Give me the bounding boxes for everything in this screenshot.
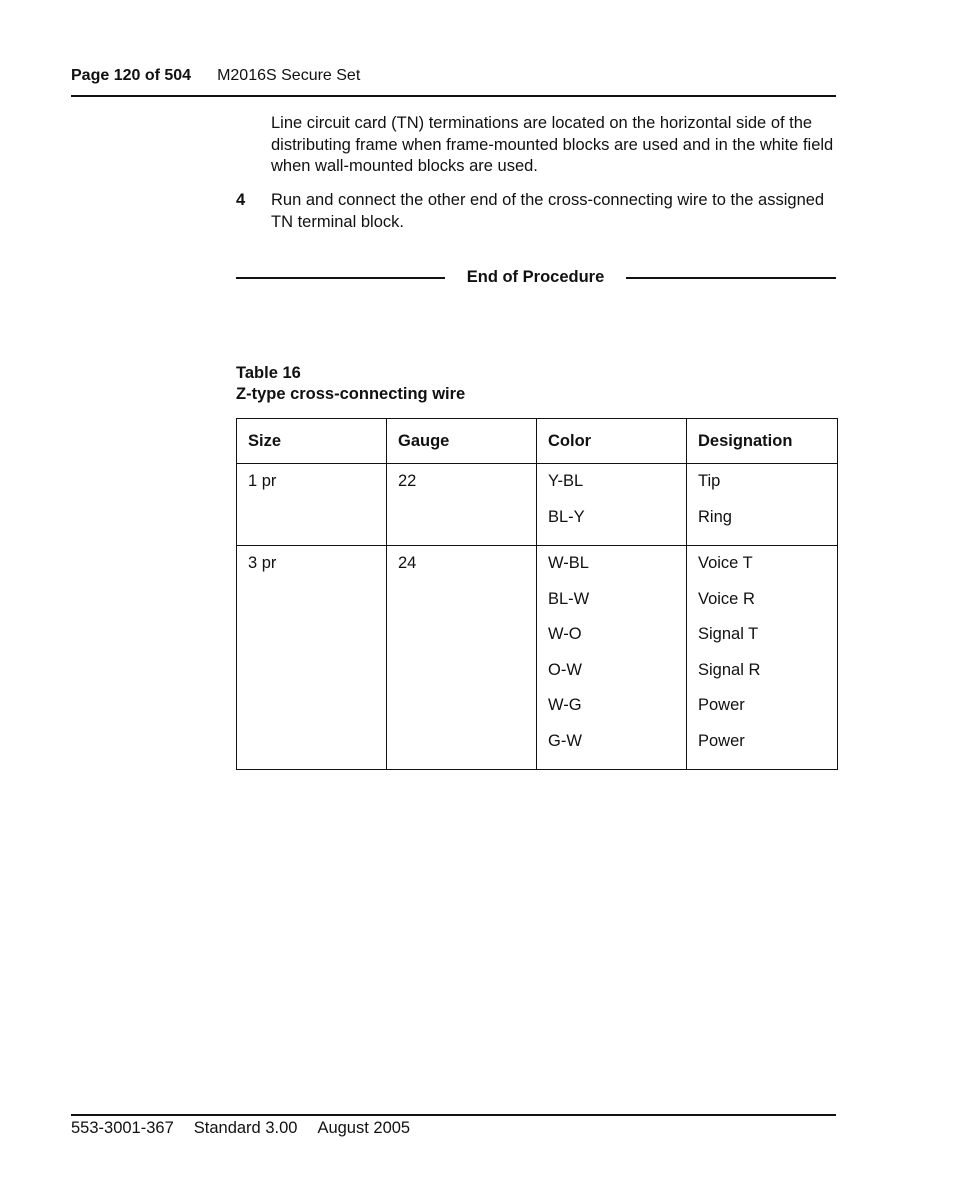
designation-value: Ring [698, 507, 732, 526]
end-of-procedure-rule-left [236, 277, 445, 279]
step-number: 4 [236, 191, 246, 209]
designation-value: Power [698, 731, 745, 750]
footer-doc-number: 553-3001-367 [71, 1119, 174, 1137]
body-paragraph: Line circuit card (TN) terminations are located on the horizontal side of the distributing frame when frame-mounted blocks are used and in the white field when wall-mounted blocks are used. [271, 114, 834, 175]
designation-cell [687, 546, 838, 770]
header-rule [71, 95, 836, 97]
table-title: Z-type cross-connecting wire [236, 385, 466, 403]
color-value: BL-Y [548, 507, 585, 526]
designation-value: Signal R [698, 660, 761, 679]
designation-value: Tip [698, 472, 721, 490]
designation-cell [687, 464, 838, 546]
column-header-color: Color [537, 419, 687, 464]
designation-value: Voice R [698, 589, 755, 608]
page-footer [71, 1118, 410, 1139]
color-value: BL-W [548, 589, 590, 608]
color-value: G-W [548, 731, 582, 750]
size-cell: 1 pr [237, 464, 387, 546]
table-caption [236, 363, 465, 405]
color-value: Y-BL [548, 472, 584, 490]
document-title: M2016S Secure Set [217, 67, 361, 84]
color-value: O-W [548, 660, 582, 679]
color-cell [537, 546, 687, 770]
footer-standard: Standard 3.00 [193, 1119, 298, 1137]
column-header-gauge: Gauge [387, 419, 537, 464]
color-cell [537, 464, 687, 546]
gauge-cell: 22 [387, 464, 537, 546]
size-cell: 3 pr [237, 546, 387, 770]
end-of-procedure [236, 267, 836, 289]
color-value: W-G [548, 696, 582, 714]
end-of-procedure-rule-right [626, 277, 836, 279]
designation-value: Voice T [698, 554, 753, 572]
column-header-size: Size [237, 419, 387, 464]
step-text: Run and connect the other end of the cross-connecting wire to the assigned TN terminal block. [271, 191, 825, 231]
designation-value: Power [698, 696, 745, 714]
gauge-cell: 24 [387, 546, 537, 770]
color-value: W-BL [548, 554, 589, 572]
column-header-designation: Designation [687, 419, 838, 464]
table-header-row [237, 419, 838, 464]
table-row [237, 546, 838, 770]
table-label: Table 16 [236, 364, 301, 382]
page-number: Page 120 of 504 [71, 67, 192, 84]
wire-table [236, 418, 838, 770]
designation-value: Signal T [698, 625, 759, 643]
color-value: W-O [548, 625, 582, 643]
end-of-procedure-label: End of Procedure [466, 268, 605, 286]
page-header [71, 66, 360, 86]
footer-rule [71, 1114, 836, 1116]
table-row [237, 464, 838, 546]
footer-date: August 2005 [317, 1119, 411, 1137]
